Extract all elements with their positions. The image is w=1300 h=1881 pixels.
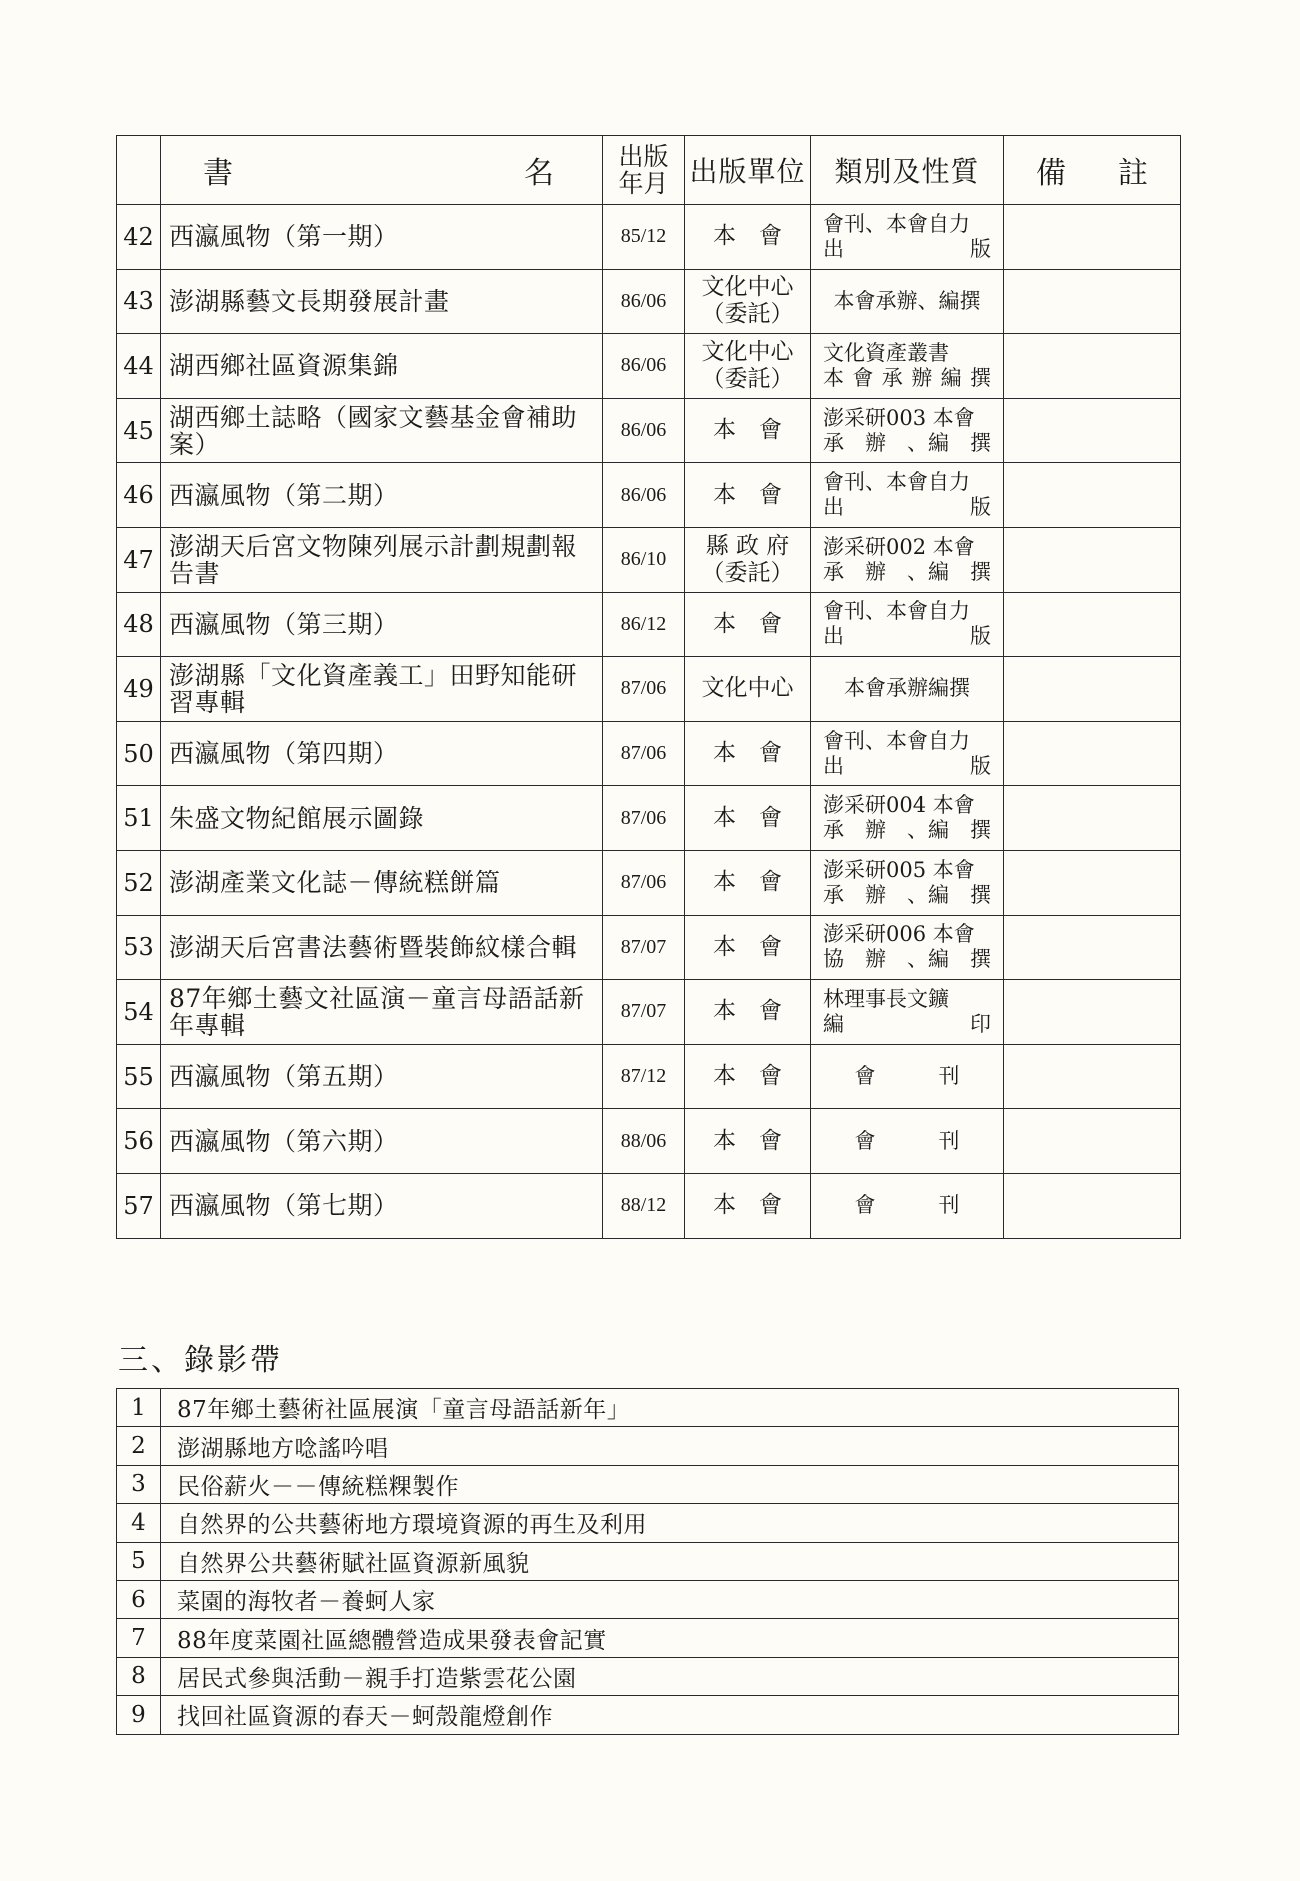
row-number: 48 [117, 592, 161, 657]
publisher-line: 本 會 [713, 1127, 782, 1154]
header-note: 備 註 [1004, 136, 1181, 205]
category-line: 出 版 [823, 495, 991, 520]
table-row [117, 786, 1181, 851]
publish-date: 86/06 [603, 463, 685, 528]
publisher-line: 本 會 [713, 1063, 782, 1090]
book-title: 西瀛風物（第二期） [161, 463, 603, 528]
video-number: 1 [117, 1389, 161, 1427]
category-cell [811, 269, 1004, 334]
category-line: 文化資產叢書 [823, 340, 949, 365]
publisher-line: 文化中心 [701, 338, 794, 365]
publisher-cell [685, 1044, 811, 1109]
category-line: 會刊、本會自力 [823, 599, 970, 624]
publisher-line: 文化中心 [701, 675, 794, 702]
book-title: 西瀛風物（第三期） [161, 592, 603, 657]
table-row [117, 269, 1181, 334]
category-line: 澎采研005 本會 [823, 857, 975, 882]
book-title: 西瀛風物（第一期） [161, 205, 603, 270]
category-cell [811, 463, 1004, 528]
book-title: 澎湖產業文化誌－傳統糕餅篇 [161, 850, 603, 915]
note-cell [1004, 334, 1181, 399]
category-line: 會 刊 [854, 1064, 960, 1089]
video-title: 居民式參與活動－親手打造紫雲花公園 [161, 1657, 1179, 1695]
video-title: 87年鄉土藝術社區展演「童言母語話新年」 [161, 1389, 1179, 1427]
publications-table [116, 135, 1181, 1239]
note-cell [1004, 1044, 1181, 1109]
video-title: 自然界的公共藝術地方環境資源的再生及利用 [161, 1504, 1179, 1542]
category-cell [811, 205, 1004, 270]
row-number: 47 [117, 527, 161, 592]
book-title: 澎湖天后宮文物陳列展示計劃規劃報告書 [161, 527, 603, 592]
row-number: 51 [117, 786, 161, 851]
publications-header-row [117, 136, 1181, 205]
list-item [117, 1542, 1179, 1580]
publisher-line: 本 會 [713, 417, 782, 444]
category-line: 會刊、本會自力 [823, 728, 970, 753]
publish-date: 86/10 [603, 527, 685, 592]
note-cell [1004, 463, 1181, 528]
category-cell [811, 527, 1004, 592]
category-cell [811, 1109, 1004, 1174]
category-cell [811, 915, 1004, 980]
row-number: 54 [117, 980, 161, 1045]
book-title: 湖西鄉土誌略（國家文藝基金會補助案） [161, 398, 603, 463]
category-line: 澎采研006 本會 [823, 922, 975, 947]
video-title: 88年度菜園社區總體營造成果發表會記實 [161, 1619, 1179, 1657]
publish-date: 87/12 [603, 1044, 685, 1109]
category-line: 承 辦 、編 撰 [823, 882, 991, 907]
row-number: 52 [117, 850, 161, 915]
video-number: 7 [117, 1619, 161, 1657]
category-line: 協 辦 、編 撰 [823, 947, 991, 972]
category-cell [811, 657, 1004, 722]
note-cell [1004, 527, 1181, 592]
publisher-cell [685, 205, 811, 270]
category-line: 林理事長文鑛 [823, 986, 949, 1011]
publish-date: 87/07 [603, 915, 685, 980]
publish-date: 88/12 [603, 1173, 685, 1238]
category-cell [811, 721, 1004, 786]
table-row [117, 205, 1181, 270]
publish-date: 85/12 [603, 205, 685, 270]
publish-date: 87/06 [603, 850, 685, 915]
publisher-line: 本 會 [713, 804, 782, 831]
table-row [117, 527, 1181, 592]
row-number: 43 [117, 269, 161, 334]
book-title: 西瀛風物（第五期） [161, 1044, 603, 1109]
publisher-line: 本 會 [713, 998, 782, 1025]
book-title: 西瀛風物（第四期） [161, 721, 603, 786]
publisher-line: 縣 政 府 [705, 532, 790, 559]
category-cell [811, 1044, 1004, 1109]
category-line: 出 版 [823, 236, 991, 261]
videos-table [116, 1388, 1179, 1735]
publish-date: 87/06 [603, 657, 685, 722]
row-number: 56 [117, 1109, 161, 1174]
table-row [117, 850, 1181, 915]
publisher-cell [685, 980, 811, 1045]
list-item [117, 1619, 1179, 1657]
video-number: 4 [117, 1504, 161, 1542]
table-row [117, 915, 1181, 980]
list-item [117, 1427, 1179, 1465]
book-title: 湖西鄉社區資源集錦 [161, 334, 603, 399]
category-line: 出 版 [823, 624, 991, 649]
row-number: 57 [117, 1173, 161, 1238]
table-row [117, 398, 1181, 463]
category-line: 會 刊 [854, 1128, 960, 1153]
video-title: 菜園的海牧者－養蚵人家 [161, 1580, 1179, 1618]
table-row [117, 592, 1181, 657]
header-year-month: 出版 年月 [603, 136, 685, 205]
video-number: 5 [117, 1542, 161, 1580]
publisher-line: 本 會 [713, 481, 782, 508]
video-number: 9 [117, 1696, 161, 1734]
list-item [117, 1465, 1179, 1503]
note-cell [1004, 398, 1181, 463]
list-item [117, 1580, 1179, 1618]
book-title: 西瀛風物（第七期） [161, 1173, 603, 1238]
publisher-cell [685, 269, 811, 334]
video-number: 3 [117, 1465, 161, 1503]
category-cell [811, 786, 1004, 851]
row-number: 55 [117, 1044, 161, 1109]
table-row [117, 657, 1181, 722]
category-cell [811, 592, 1004, 657]
row-number: 44 [117, 334, 161, 399]
note-cell [1004, 205, 1181, 270]
note-cell [1004, 592, 1181, 657]
publisher-cell [685, 721, 811, 786]
category-cell [811, 850, 1004, 915]
publisher-cell [685, 527, 811, 592]
section-title-videos: 三、錄影帶 [118, 1343, 283, 1378]
video-number: 6 [117, 1580, 161, 1618]
note-cell [1004, 980, 1181, 1045]
publish-date: 86/06 [603, 398, 685, 463]
header-category: 類別及性質 [811, 136, 1004, 205]
header-num [117, 136, 161, 205]
video-number: 8 [117, 1657, 161, 1695]
video-title: 自然界公共藝術賦社區資源新風貌 [161, 1542, 1179, 1580]
note-cell [1004, 850, 1181, 915]
book-title: 澎湖天后宮書法藝術暨裝飾紋樣合輯 [161, 915, 603, 980]
category-line: 本會承辦編撰 [823, 365, 991, 390]
note-cell [1004, 269, 1181, 334]
list-item [117, 1504, 1179, 1542]
publisher-line: 文化中心 [701, 274, 794, 301]
note-cell [1004, 657, 1181, 722]
row-number: 45 [117, 398, 161, 463]
note-cell [1004, 721, 1181, 786]
publish-date: 86/12 [603, 592, 685, 657]
publish-date: 88/06 [603, 1109, 685, 1174]
publisher-line: （委託） [701, 365, 794, 392]
publisher-cell [685, 850, 811, 915]
book-title: 澎湖縣藝文長期發展計畫 [161, 269, 603, 334]
list-item [117, 1657, 1179, 1695]
publisher-cell [685, 786, 811, 851]
row-number: 42 [117, 205, 161, 270]
category-cell [811, 398, 1004, 463]
category-line: 會刊、本會自力 [823, 470, 970, 495]
book-title: 朱盛文物紀館展示圖錄 [161, 786, 603, 851]
publisher-line: 本 會 [713, 740, 782, 767]
publish-date: 87/06 [603, 786, 685, 851]
category-line: 承 辦 、編 撰 [823, 430, 991, 455]
publisher-cell [685, 463, 811, 528]
row-number: 49 [117, 657, 161, 722]
category-cell [811, 1173, 1004, 1238]
category-line: 本會承辦、編撰 [833, 288, 981, 313]
publisher-line: 本 會 [713, 223, 782, 250]
note-cell [1004, 1173, 1181, 1238]
category-line: 本會承辦編撰 [844, 676, 970, 701]
list-item [117, 1696, 1179, 1734]
table-row [117, 1173, 1181, 1238]
publisher-line: （委託） [701, 301, 794, 328]
publish-date: 87/06 [603, 721, 685, 786]
category-line: 會 刊 [854, 1193, 960, 1218]
publisher-cell [685, 334, 811, 399]
publisher-cell [685, 915, 811, 980]
book-title: 西瀛風物（第六期） [161, 1109, 603, 1174]
category-line: 出 版 [823, 753, 991, 778]
publisher-cell [685, 1109, 811, 1174]
video-number: 2 [117, 1427, 161, 1465]
note-cell [1004, 915, 1181, 980]
publisher-line: 本 會 [713, 933, 782, 960]
publisher-line: 本 會 [713, 1192, 782, 1219]
category-line: 澎采研003 本會 [823, 405, 975, 430]
table-row [117, 1044, 1181, 1109]
table-row [117, 1109, 1181, 1174]
category-line: 承 辦 、編 撰 [823, 818, 991, 843]
list-item [117, 1389, 1179, 1427]
publish-date: 86/06 [603, 334, 685, 399]
publisher-line: 本 會 [713, 610, 782, 637]
row-number: 53 [117, 915, 161, 980]
table-row [117, 721, 1181, 786]
publisher-cell [685, 398, 811, 463]
publish-date: 87/07 [603, 980, 685, 1045]
video-title: 澎湖縣地方唸謠吟唱 [161, 1427, 1179, 1465]
category-cell [811, 334, 1004, 399]
table-row [117, 463, 1181, 528]
row-number: 46 [117, 463, 161, 528]
category-line: 會刊、本會自力 [823, 211, 970, 236]
book-title: 澎湖縣「文化資產義工」田野知能研習專輯 [161, 657, 603, 722]
video-title: 找回社區資源的春天－蚵殼龍燈創作 [161, 1696, 1179, 1734]
category-line: 澎采研004 本會 [823, 793, 975, 818]
note-cell [1004, 786, 1181, 851]
publish-date: 86/06 [603, 269, 685, 334]
publisher-cell [685, 592, 811, 657]
category-cell [811, 980, 1004, 1045]
table-row [117, 980, 1181, 1045]
note-cell [1004, 1109, 1181, 1174]
video-title: 民俗薪火－－傳統糕粿製作 [161, 1465, 1179, 1503]
row-number: 50 [117, 721, 161, 786]
table-row [117, 334, 1181, 399]
category-line: 澎采研002 本會 [823, 534, 975, 559]
publisher-cell [685, 657, 811, 722]
header-title: 書 名 [161, 136, 603, 205]
publisher-cell [685, 1173, 811, 1238]
book-title: 87年鄉土藝文社區演－童言母語話新年專輯 [161, 980, 603, 1045]
header-publisher: 出版單位 [685, 136, 811, 205]
publisher-line: （委託） [701, 559, 794, 586]
publisher-line: 本 會 [713, 869, 782, 896]
category-line: 編 印 [823, 1011, 991, 1036]
category-line: 承 辦 、編 撰 [823, 559, 991, 584]
